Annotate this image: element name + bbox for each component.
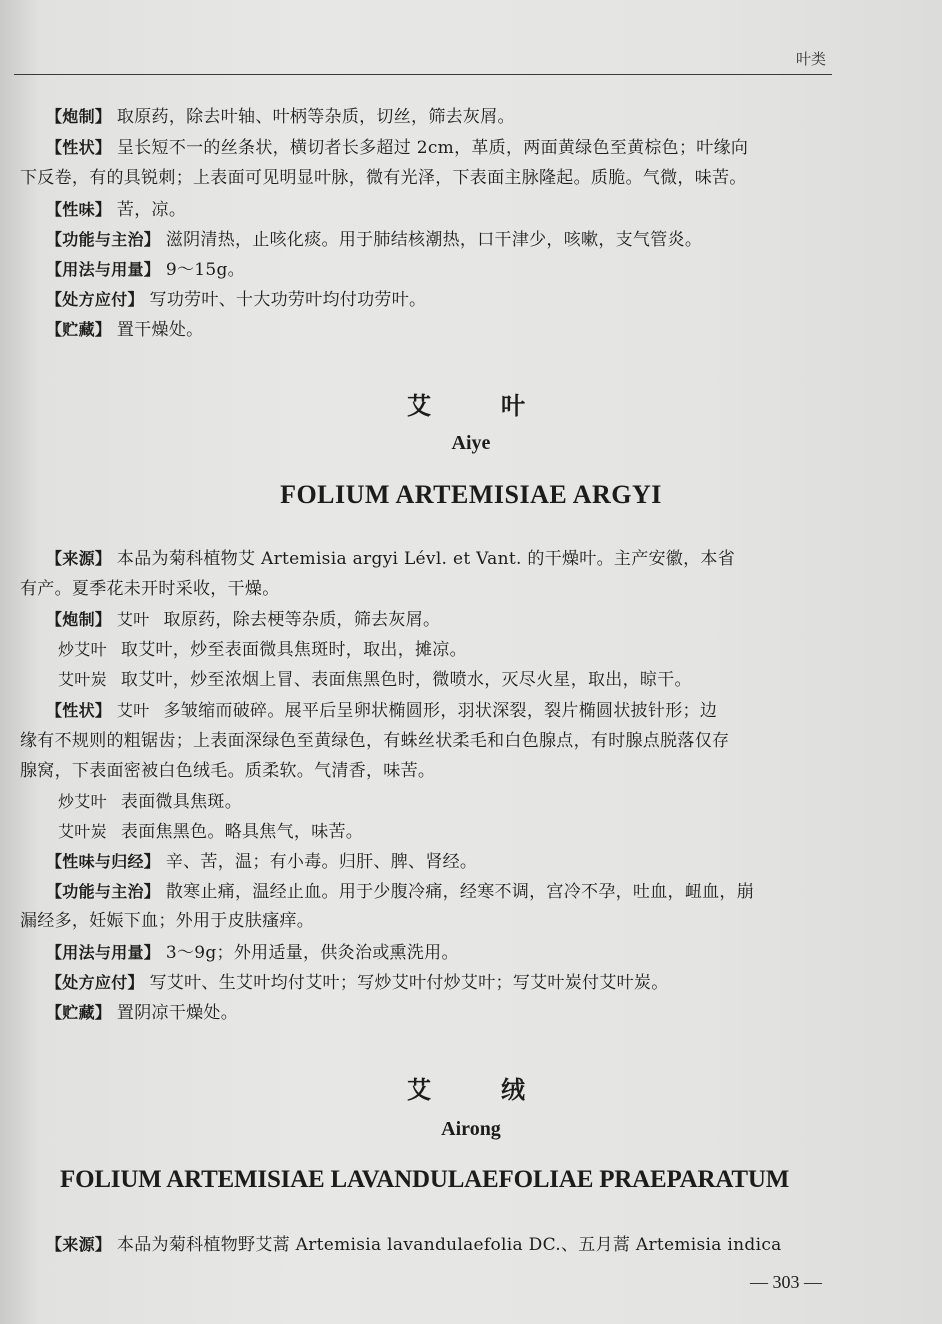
airong-laiyuan (46, 1229, 856, 1261)
entry-pinyin: Aiye (451, 432, 491, 454)
aiye-xingzhuang-cont2: 腺窝，下表面密被白色绒毛。质柔软。气清香，味苦。 (20, 761, 436, 781)
page-number: — 303 — (750, 1272, 822, 1292)
entry-latin: FOLIUM ARTEMISIAE ARGYI (280, 480, 662, 509)
prev-yongfa (46, 254, 856, 286)
aiye-zhucang (46, 997, 856, 1029)
label: 【贮藏】 (46, 320, 112, 339)
text: 呈长短不一的丝条状，横切者长多超过 2cm，革质，两面黄绿色至黄棕色；叶缘向 (116, 138, 749, 158)
text: 9～15g。 (165, 260, 245, 280)
aiye-xingzhuang (46, 695, 856, 727)
text: 写艾叶、生艾叶均付艾叶；写炒艾叶付炒艾叶；写艾叶炭付艾叶炭。 (149, 973, 669, 993)
label: 【炮制】 (46, 610, 112, 629)
text: 散寒止痛，温经止血。用于少腹冷痛，经寒不调，宫冷不孕，吐血，衄血，崩 (165, 882, 755, 902)
aiye-xingzhuang-cont1: 缘有不规则的粗锯齿；上表面深绿色至黄绿色，有蛛丝状柔毛和白色腺点，有时腺点脱落仅存 (20, 731, 730, 751)
aiye-laiyuan (46, 543, 856, 575)
text: 取原药，除去梗等杂质，筛去灰屑。 (163, 610, 441, 630)
text: 本品为菊科植物艾 Artemisia argyi Lévl. et Vant. 的干燥叶。主产安徽，本省 (116, 549, 735, 569)
aiye-laiyuan-cont: 有产。夏季花未开时采收，干燥。 (20, 579, 280, 599)
prev-chufang (46, 284, 856, 316)
aiye-paozhi-chao (58, 634, 868, 666)
text: 本品为菊科植物野艾蒿 Artemisia lavandulaefolia DC.、五月蒿 Artemisia indica (116, 1235, 782, 1255)
label: 【贮藏】 (46, 1003, 112, 1022)
entry-latin-2: FOLIUM ARTEMISIAE LAVANDULAEFOLIAE PRAEPARATUM (60, 1166, 790, 1193)
entry-pinyin-2: Airong (441, 1118, 501, 1140)
text: 写功劳叶、十大功劳叶均付功劳叶。 (149, 290, 427, 310)
text: 取原药，除去叶轴、叶柄等杂质，切丝，筛去灰屑。 (116, 107, 515, 127)
entry-title-cn-2: 艾绒 (407, 1076, 595, 1104)
aiye-gongneng (46, 876, 856, 908)
header-rule (14, 74, 832, 75)
label: 【来源】 (46, 1235, 112, 1254)
label: 【功能与主治】 (46, 882, 161, 901)
prev-xingwei (46, 194, 856, 226)
sub-label: 艾叶 (116, 610, 150, 629)
sub-label: 艾叶炭 (58, 822, 107, 841)
label: 【处方应付】 (46, 973, 144, 992)
label: 【用法与用量】 (46, 943, 161, 962)
label: 【来源】 (46, 549, 112, 568)
label: 【功能与主治】 (46, 230, 161, 249)
aiye-paozhi (46, 604, 856, 636)
prev-paozhi (46, 101, 856, 133)
aiye-gongneng-cont: 漏经多，妊娠下血；外用于皮肤瘙痒。 (20, 911, 315, 931)
sub-label: 艾叶炭 (58, 670, 107, 689)
sub-label: 炒艾叶 (58, 792, 107, 811)
text: 3～9g；外用适量，供灸治或熏洗用。 (165, 943, 459, 963)
text: 表面微具焦斑。 (120, 792, 243, 812)
label: 【处方应付】 (46, 290, 144, 309)
text: 滋阴清热，止咳化痰。用于肺结核潮热，口干津少，咳嗽，支气管炎。 (165, 230, 703, 250)
aiye-xingzhuang-chao (58, 786, 868, 818)
prev-zhucang (46, 314, 856, 346)
label: 【性状】 (46, 138, 112, 157)
prev-gongneng (46, 224, 856, 256)
text: 置阴凉干燥处。 (116, 1003, 239, 1023)
label: 【用法与用量】 (46, 260, 161, 279)
label: 【性状】 (46, 701, 112, 720)
running-header: 叶类 (795, 50, 826, 68)
text: 置干燥处。 (116, 320, 204, 340)
sub-label: 炒艾叶 (58, 640, 107, 659)
aiye-yongfa (46, 937, 856, 969)
text: 多皱缩而破碎。展平后呈卵状椭圆形，羽状深裂，裂片椭圆状披针形；边 (163, 701, 718, 721)
aiye-xingwei (46, 846, 856, 878)
text: 苦，凉。 (116, 200, 187, 220)
entry-title-cn: 艾叶 (407, 392, 595, 420)
text: 取艾叶，炒至浓烟上冒、表面焦黑色时，微喷水，灭尽火星，取出，晾干。 (120, 670, 692, 690)
aiye-paozhi-tan (58, 664, 868, 696)
label: 【炮制】 (46, 107, 112, 126)
aiye-xingzhuang-tan (58, 816, 868, 848)
text: 取艾叶，炒至表面微具焦斑时，取出，摊凉。 (120, 640, 467, 660)
text: 辛、苦，温；有小毒。归肝、脾、肾经。 (165, 852, 478, 872)
aiye-chufang (46, 967, 856, 999)
sub-label: 艾叶 (116, 701, 150, 720)
prev-xingzhuang (46, 132, 856, 164)
text: 表面焦黑色。略具焦气，味苦。 (120, 822, 364, 842)
prev-xingzhuang-cont: 下反卷，有的具锐刺；上表面可见明显叶脉，微有光泽，下表面主脉隆起。质脆。气微，味苦。 (20, 168, 747, 188)
label: 【性味】 (46, 200, 112, 219)
label: 【性味与归经】 (46, 852, 161, 871)
